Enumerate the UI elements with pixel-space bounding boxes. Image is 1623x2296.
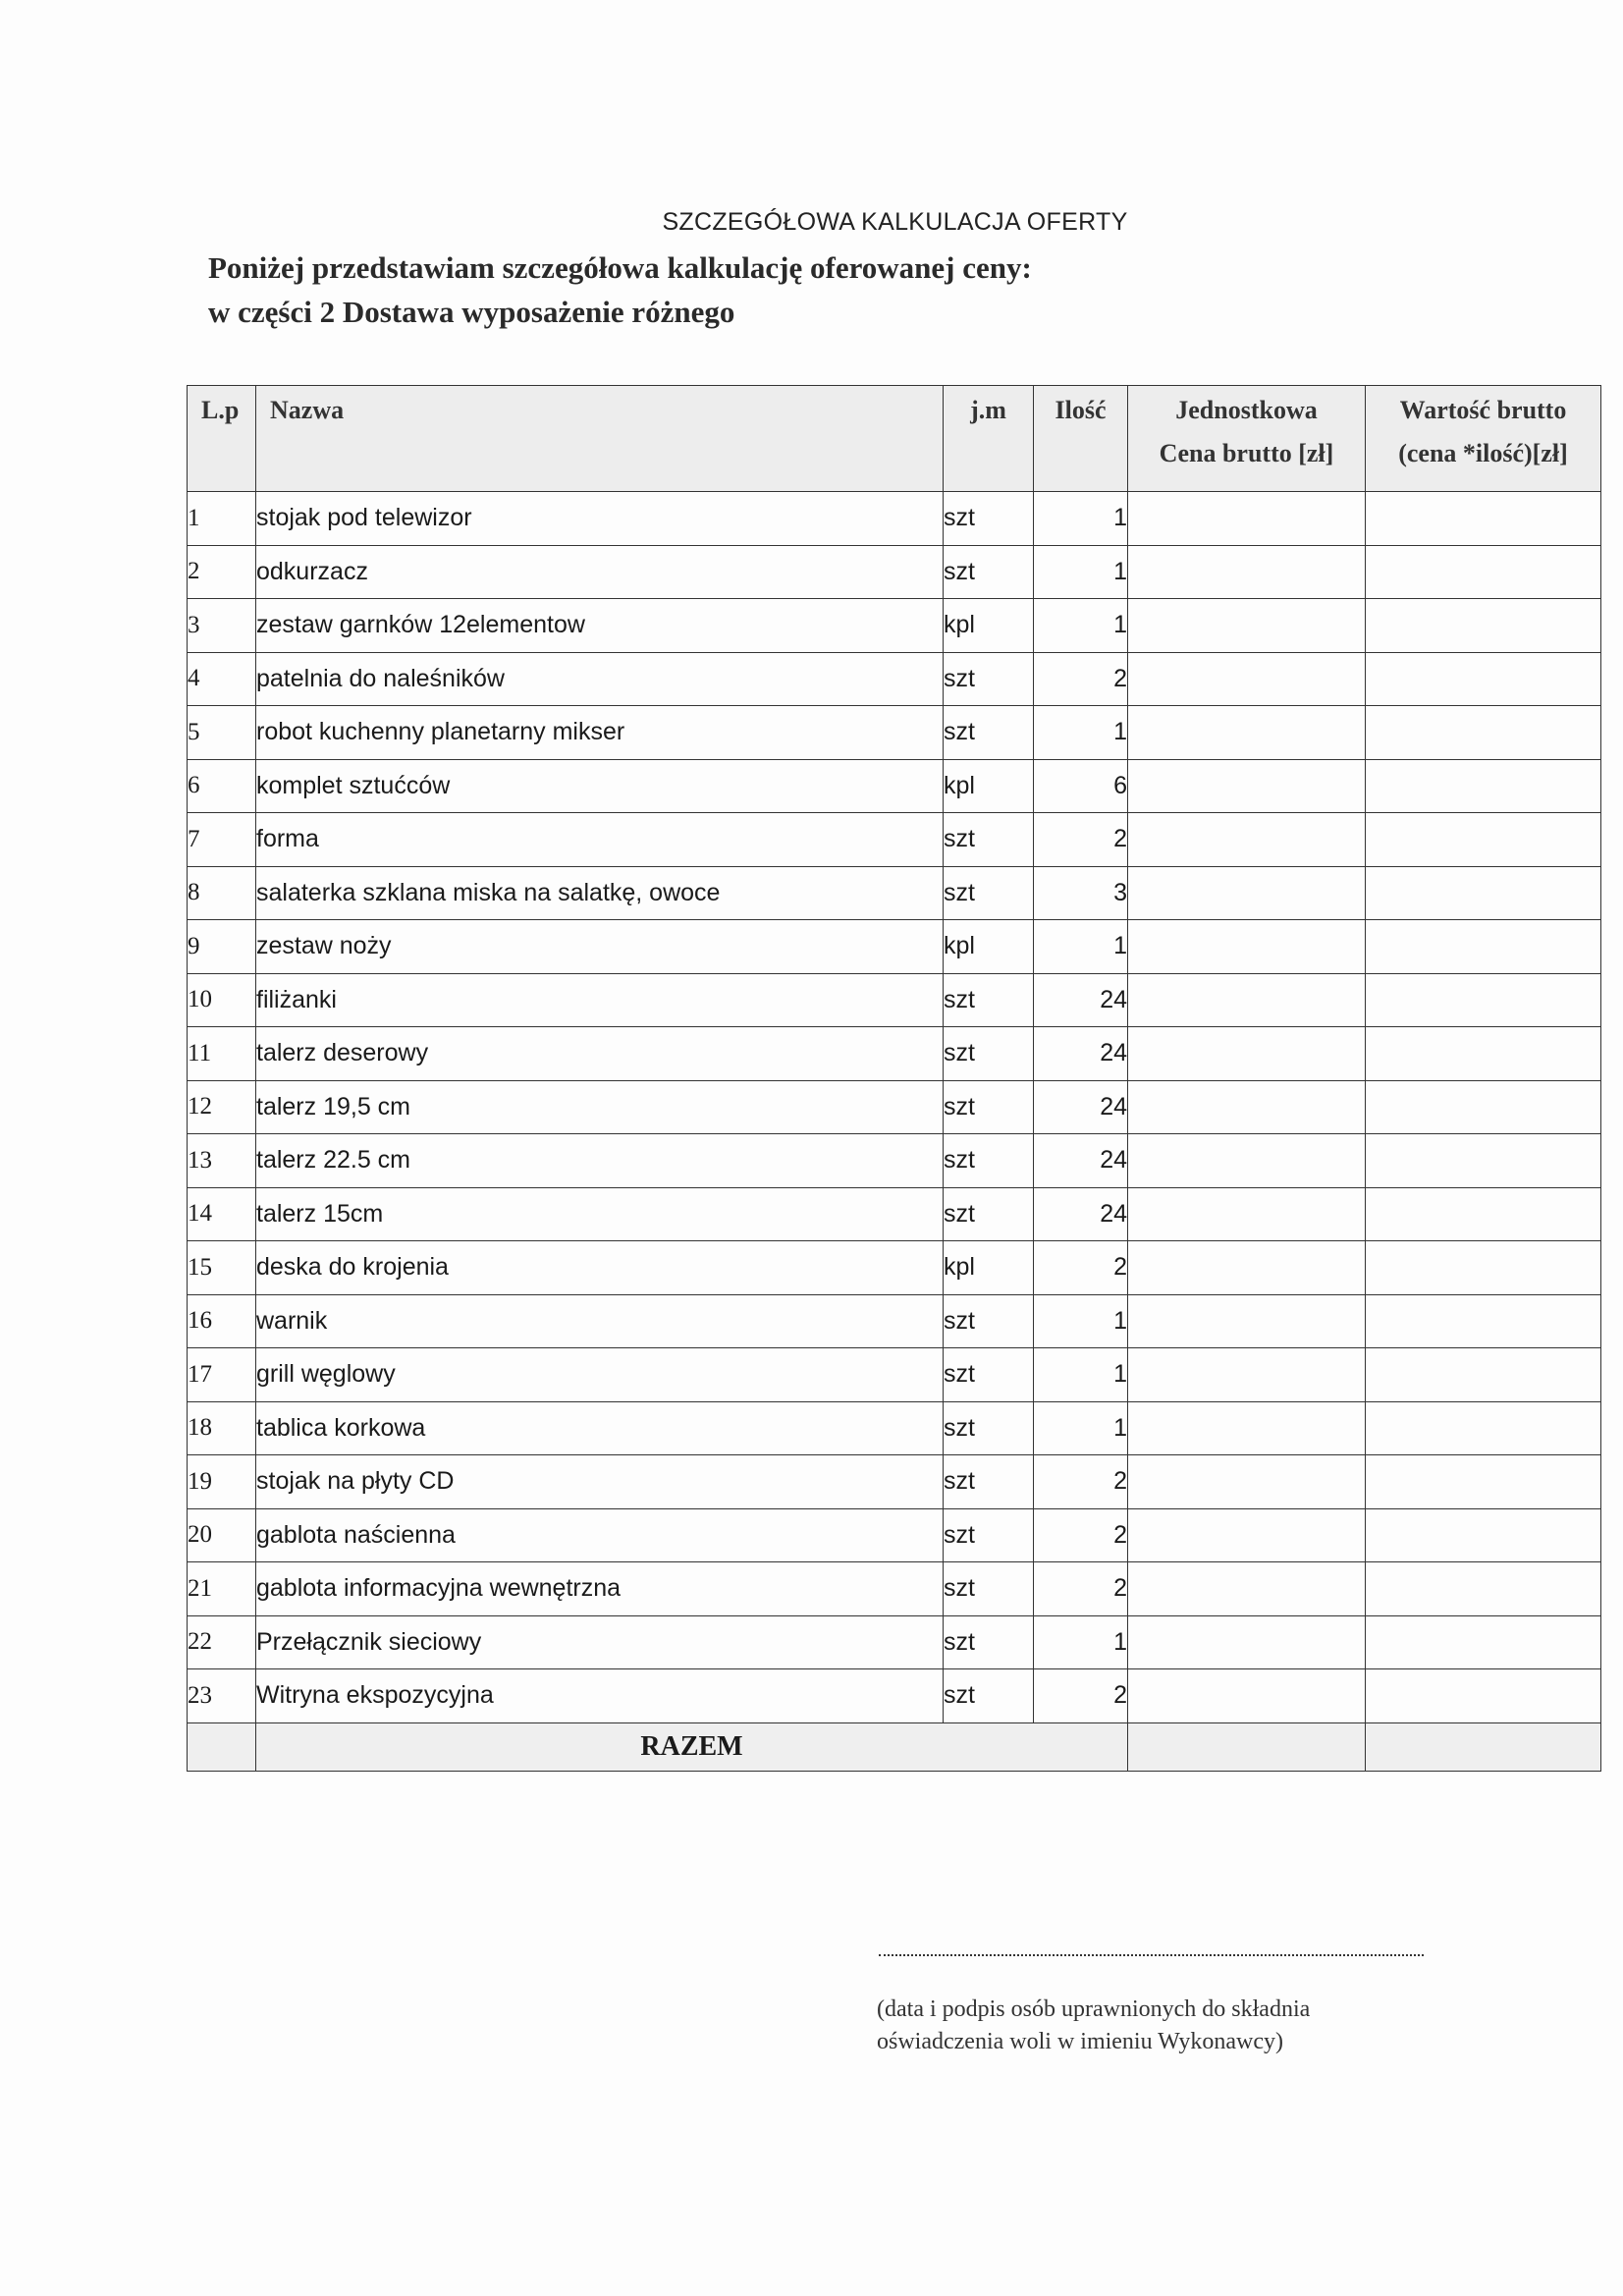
row-total-value[interactable] [1366, 1241, 1601, 1295]
row-qty: 3 [1034, 866, 1128, 920]
row-lp: 18 [188, 1401, 256, 1455]
row-unit-price[interactable] [1128, 973, 1366, 1027]
row-name: komplet sztućców [256, 759, 944, 813]
row-unit-price[interactable] [1128, 1401, 1366, 1455]
row-lp: 12 [188, 1080, 256, 1134]
header-qty: Ilość [1034, 386, 1128, 492]
total-row [188, 1722, 1601, 1771]
row-lp: 9 [188, 920, 256, 974]
row-unit-price[interactable] [1128, 1348, 1366, 1402]
row-unit-price[interactable] [1128, 1669, 1366, 1723]
header-name: Nazwa [256, 386, 944, 492]
row-name: grill węglowy [256, 1348, 944, 1402]
row-unit-price[interactable] [1128, 1615, 1366, 1669]
table-row [188, 920, 1601, 974]
row-unit: szt [944, 973, 1034, 1027]
table-row [188, 706, 1601, 760]
signature-note [877, 1994, 1427, 2058]
row-unit-price[interactable] [1128, 706, 1366, 760]
row-total-value[interactable] [1366, 920, 1601, 974]
row-unit: szt [944, 1455, 1034, 1509]
row-name: talerz 22.5 cm [256, 1134, 944, 1188]
row-unit-price[interactable] [1128, 652, 1366, 706]
total-label: RAZEM [256, 1722, 1128, 1771]
row-unit: szt [944, 813, 1034, 867]
row-unit: kpl [944, 920, 1034, 974]
row-lp: 20 [188, 1508, 256, 1562]
row-total-value[interactable] [1366, 545, 1601, 599]
row-qty: 1 [1034, 1348, 1128, 1402]
row-qty: 2 [1034, 1669, 1128, 1723]
row-total-value[interactable] [1366, 1080, 1601, 1134]
row-unit-price[interactable] [1128, 1562, 1366, 1616]
row-unit: szt [944, 492, 1034, 546]
row-qty: 24 [1034, 1027, 1128, 1081]
row-name: stojak pod telewizor [256, 492, 944, 546]
row-unit-price[interactable] [1128, 1455, 1366, 1509]
row-unit-price[interactable] [1128, 1294, 1366, 1348]
table-row [188, 1294, 1601, 1348]
row-lp: 23 [188, 1669, 256, 1723]
row-total-value[interactable] [1366, 1027, 1601, 1081]
row-lp: 15 [188, 1241, 256, 1295]
table-row [188, 652, 1601, 706]
table-row [188, 1669, 1601, 1723]
row-total-value[interactable] [1366, 973, 1601, 1027]
header-total-value: Wartość brutto (cena *ilość)[zł] [1366, 386, 1601, 492]
row-lp: 5 [188, 706, 256, 760]
total-lp-cell [188, 1722, 256, 1771]
row-total-value[interactable] [1366, 599, 1601, 653]
table-row [188, 1348, 1601, 1402]
table-header-row [188, 386, 1601, 492]
row-total-value[interactable] [1366, 813, 1601, 867]
row-qty: 1 [1034, 492, 1128, 546]
row-lp: 4 [188, 652, 256, 706]
row-qty: 24 [1034, 1134, 1128, 1188]
row-unit: szt [944, 1401, 1034, 1455]
row-unit-price[interactable] [1128, 1080, 1366, 1134]
row-lp: 21 [188, 1562, 256, 1616]
row-qty: 2 [1034, 813, 1128, 867]
row-name: odkurzacz [256, 545, 944, 599]
row-lp: 14 [188, 1187, 256, 1241]
row-unit: szt [944, 1187, 1034, 1241]
row-qty: 6 [1034, 759, 1128, 813]
row-name: forma [256, 813, 944, 867]
row-unit: szt [944, 1294, 1034, 1348]
row-qty: 2 [1034, 1508, 1128, 1562]
signature-dotted-line [879, 1954, 1424, 1958]
row-unit: szt [944, 706, 1034, 760]
header-lp: L.p [188, 386, 256, 492]
row-name: zestaw garnków 12elementow [256, 599, 944, 653]
row-unit: szt [944, 545, 1034, 599]
document-title: SZCZEGÓŁOWA KALKULACJA OFERTY [662, 208, 1128, 236]
row-unit: kpl [944, 599, 1034, 653]
row-qty: 24 [1034, 973, 1128, 1027]
row-total-value[interactable] [1366, 1508, 1601, 1562]
row-lp: 6 [188, 759, 256, 813]
row-qty: 1 [1034, 545, 1128, 599]
calculation-table [187, 385, 1601, 1772]
table-row [188, 1080, 1601, 1134]
row-name: salaterka szklana miska na salatkę, owoce [256, 866, 944, 920]
row-unit: szt [944, 1615, 1034, 1669]
row-unit: szt [944, 1348, 1034, 1402]
row-total-value[interactable] [1366, 492, 1601, 546]
document-subtitle-line2: w części 2 Dostawa wyposażenie różnego [208, 295, 735, 329]
row-lp: 1 [188, 492, 256, 546]
row-name: tablica korkowa [256, 1401, 944, 1455]
row-total-value[interactable] [1366, 1401, 1601, 1455]
row-unit-price[interactable] [1128, 759, 1366, 813]
table-row [188, 1615, 1601, 1669]
row-total-value[interactable] [1366, 759, 1601, 813]
row-unit: szt [944, 1562, 1034, 1616]
row-lp: 22 [188, 1615, 256, 1669]
table-row [188, 1455, 1601, 1509]
row-qty: 2 [1034, 652, 1128, 706]
row-qty: 2 [1034, 1562, 1128, 1616]
row-unit-price[interactable] [1128, 492, 1366, 546]
table-row [188, 1401, 1601, 1455]
row-lp: 10 [188, 973, 256, 1027]
row-total-value[interactable] [1366, 1348, 1601, 1402]
row-unit-price[interactable] [1128, 866, 1366, 920]
row-unit: szt [944, 1508, 1034, 1562]
row-total-value[interactable] [1366, 1669, 1601, 1723]
row-total-value[interactable] [1366, 1134, 1601, 1188]
row-lp: 19 [188, 1455, 256, 1509]
row-unit: szt [944, 1080, 1034, 1134]
row-unit-price[interactable] [1128, 1241, 1366, 1295]
row-name: filiżanki [256, 973, 944, 1027]
table-row [188, 759, 1601, 813]
header-unit-price: Jednostkowa Cena brutto [zł] [1128, 386, 1366, 492]
row-unit-price[interactable] [1128, 545, 1366, 599]
row-unit: szt [944, 1027, 1034, 1081]
row-qty: 1 [1034, 599, 1128, 653]
table-row [188, 1508, 1601, 1562]
row-unit: szt [944, 1669, 1034, 1723]
row-qty: 2 [1034, 1455, 1128, 1509]
row-name: patelnia do naleśników [256, 652, 944, 706]
row-qty: 1 [1034, 1615, 1128, 1669]
row-name: talerz 15cm [256, 1187, 944, 1241]
row-lp: 3 [188, 599, 256, 653]
row-lp: 17 [188, 1348, 256, 1402]
table-row [188, 1562, 1601, 1616]
row-name: zestaw noży [256, 920, 944, 974]
row-name: Przełącznik sieciowy [256, 1615, 944, 1669]
row-total-value[interactable] [1366, 866, 1601, 920]
table-body [188, 492, 1601, 1723]
row-total-value[interactable] [1366, 1294, 1601, 1348]
row-total-value[interactable] [1366, 706, 1601, 760]
row-total-value[interactable] [1366, 1615, 1601, 1669]
row-name: talerz 19,5 cm [256, 1080, 944, 1134]
row-unit-price[interactable] [1128, 599, 1366, 653]
table-row [188, 492, 1601, 546]
header-unit: j.m [944, 386, 1034, 492]
row-name: robot kuchenny planetarny mikser [256, 706, 944, 760]
table-row [188, 813, 1601, 867]
document-subtitle-line1: Poniżej przedstawiam szczegółowa kalkulację oferowanej ceny: [208, 250, 1032, 285]
row-unit-price[interactable] [1128, 813, 1366, 867]
row-lp: 11 [188, 1027, 256, 1081]
signature-note-line2: oświadczenia woli w imieniu Wykonawcy) [877, 2029, 1283, 2054]
table-row [188, 1241, 1601, 1295]
row-qty: 1 [1034, 1401, 1128, 1455]
row-name: deska do krojenia [256, 1241, 944, 1295]
table-row [188, 1027, 1601, 1081]
row-name: stojak na płyty CD [256, 1455, 944, 1509]
signature-note-line1: (data i podpis osób uprawnionych do składnia [877, 1996, 1311, 2022]
row-lp: 16 [188, 1294, 256, 1348]
row-name: gablota informacyjna wewnętrzna [256, 1562, 944, 1616]
table-row [188, 545, 1601, 599]
row-qty: 24 [1034, 1080, 1128, 1134]
row-lp: 13 [188, 1134, 256, 1188]
row-qty: 1 [1034, 1294, 1128, 1348]
row-qty: 24 [1034, 1187, 1128, 1241]
row-qty: 2 [1034, 1241, 1128, 1295]
row-unit: szt [944, 652, 1034, 706]
row-qty: 1 [1034, 920, 1128, 974]
row-name: warnik [256, 1294, 944, 1348]
table-row [188, 866, 1601, 920]
row-unit: kpl [944, 1241, 1034, 1295]
row-total-value[interactable] [1366, 1187, 1601, 1241]
row-name: Witryna ekspozycyjna [256, 1669, 944, 1723]
row-lp: 8 [188, 866, 256, 920]
row-unit-price[interactable] [1128, 1134, 1366, 1188]
row-total-value[interactable] [1366, 652, 1601, 706]
row-name: gablota naścienna [256, 1508, 944, 1562]
total-unit-price-cell[interactable] [1128, 1722, 1366, 1771]
row-lp: 7 [188, 813, 256, 867]
table-row [188, 973, 1601, 1027]
row-qty: 1 [1034, 706, 1128, 760]
row-unit-price[interactable] [1128, 1027, 1366, 1081]
row-unit: kpl [944, 759, 1034, 813]
row-unit-price[interactable] [1128, 1508, 1366, 1562]
row-name: talerz deserowy [256, 1027, 944, 1081]
row-unit-price[interactable] [1128, 920, 1366, 974]
row-unit-price[interactable] [1128, 1187, 1366, 1241]
table-row [188, 1134, 1601, 1188]
total-value-cell[interactable] [1366, 1722, 1601, 1771]
row-unit: szt [944, 1134, 1034, 1188]
table-row [188, 599, 1601, 653]
row-lp: 2 [188, 545, 256, 599]
table-row [188, 1187, 1601, 1241]
row-unit: szt [944, 866, 1034, 920]
row-total-value[interactable] [1366, 1455, 1601, 1509]
row-total-value[interactable] [1366, 1562, 1601, 1616]
